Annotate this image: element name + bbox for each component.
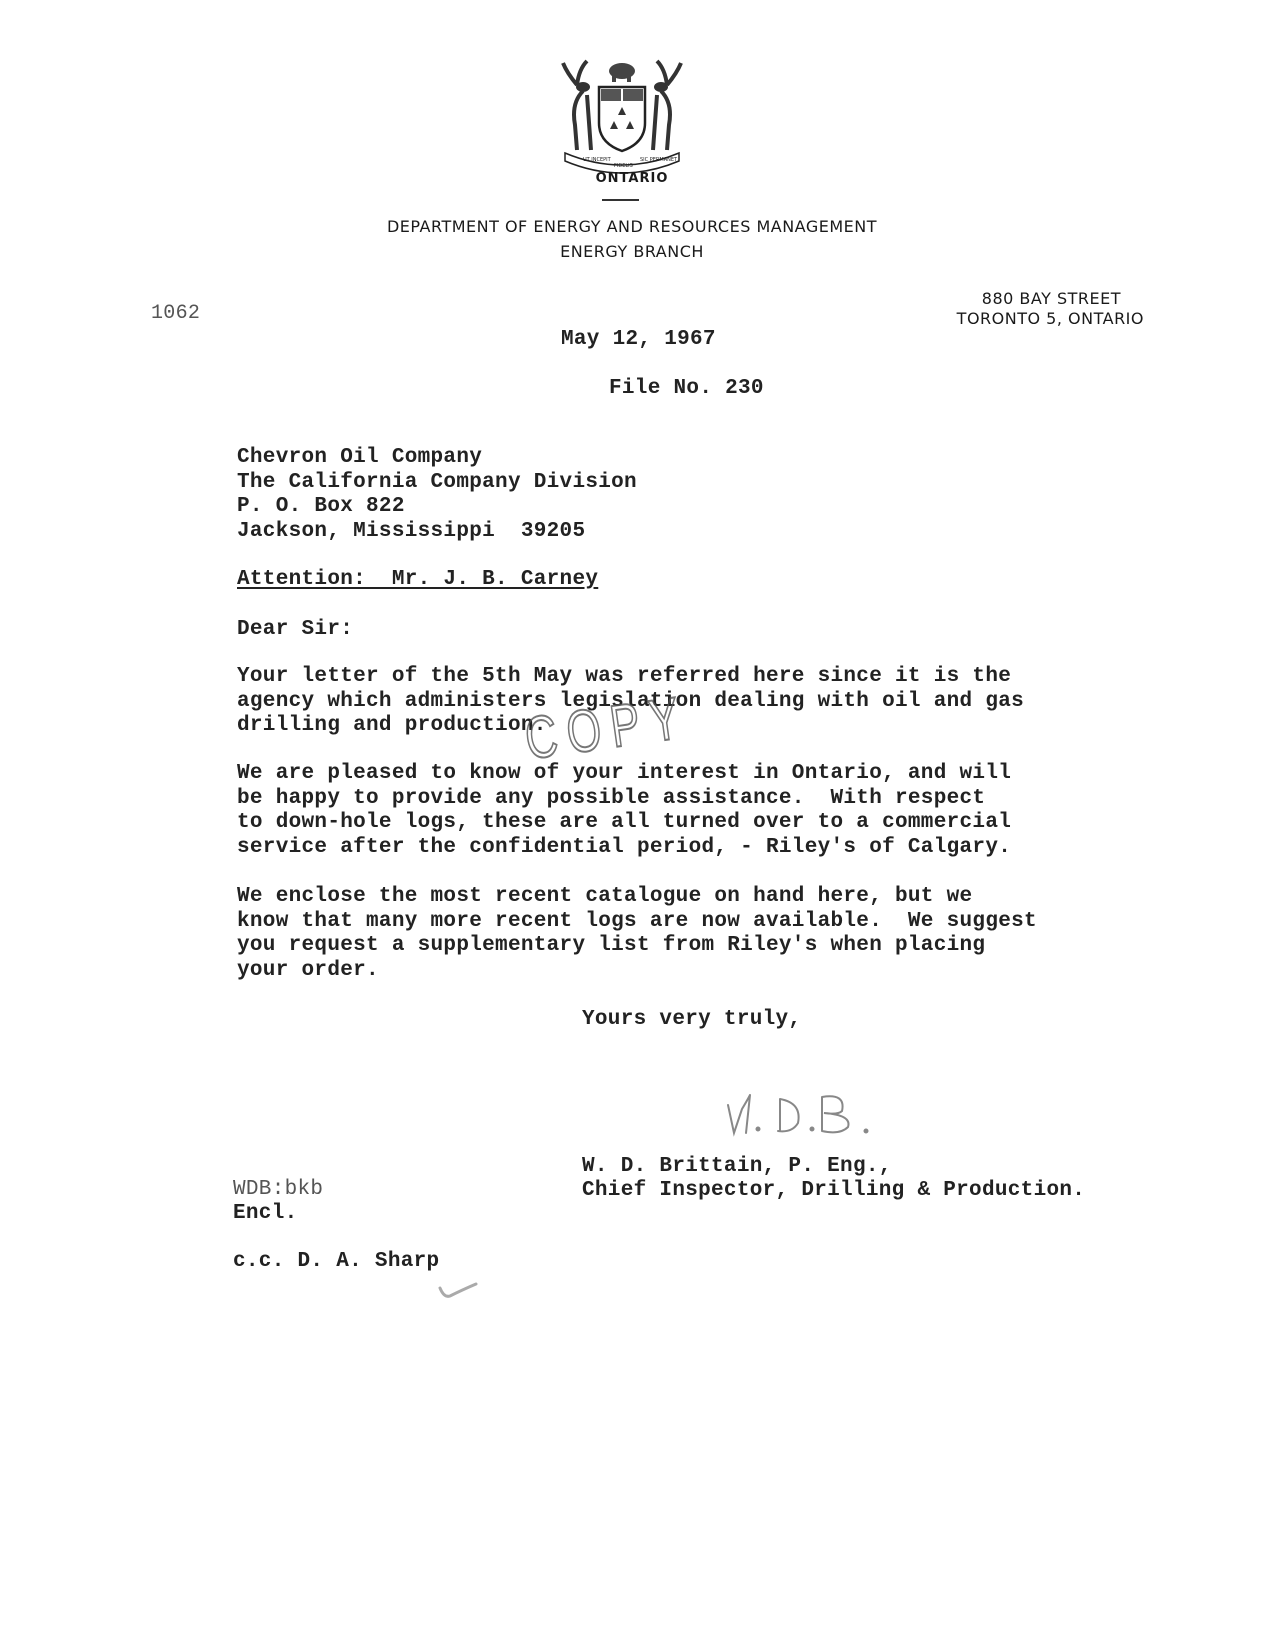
- paragraph-line: be happy to provide any possible assistance. With respect: [237, 786, 986, 810]
- paragraph-line: Your letter of the 5th May was referred here since it is the: [237, 665, 1012, 688]
- recipient-line: Jackson, Mississippi 39205: [237, 519, 586, 543]
- signer-title: Chief Inspector, Drilling & Production.: [582, 1179, 1086, 1202]
- paragraph-line: service after the confidential period, - Riley's of Calgary.: [237, 835, 1012, 859]
- crest-divider: [602, 199, 639, 201]
- svg-text:SIC PERMANET: SIC PERMANET: [640, 157, 678, 163]
- paragraph-line: We enclose the most recent catalogue on hand here, but we: [237, 885, 973, 908]
- signer-name: W. D. Brittain, P. Eng.,: [582, 1155, 892, 1178]
- ontario-crest-icon: [557, 55, 687, 175]
- body-paragraph-3: [237, 885, 1037, 983]
- address-line-2: TORONTO 5, ONTARIO: [956, 309, 1144, 328]
- recipient-address: [237, 446, 1037, 544]
- page-number: 1062: [151, 302, 201, 325]
- paragraph-line: to down-hole logs, these are all turned over to a commercial: [237, 811, 1012, 834]
- svg-text:FIDELIS: FIDELIS: [614, 163, 633, 169]
- paragraph-line: drilling and production.: [237, 714, 547, 737]
- paragraph-line: We are pleased to know of your interest in Ontario, and will: [237, 762, 1012, 785]
- svg-text:UT INCEPIT: UT INCEPIT: [583, 157, 611, 163]
- paragraph-line: agency which administers legislation dealing with oil and gas: [237, 689, 1025, 713]
- enclosure-note: Encl.: [233, 1202, 298, 1225]
- closing: Yours very truly,: [582, 1008, 802, 1031]
- branch-name: ENERGY BRANCH: [560, 242, 704, 261]
- department-name: DEPARTMENT OF ENERGY AND RESOURCES MANAGEMENT: [386, 217, 877, 236]
- paragraph-line: you request a supplementary list from Riley's when placing: [237, 934, 986, 957]
- province-name: ONTARIO: [595, 171, 669, 186]
- reference-initials: WDB:bkb: [233, 1178, 324, 1201]
- signature-initials-icon: [720, 1085, 890, 1145]
- body-paragraph-2: [237, 762, 1037, 860]
- paragraph-line: your order.: [237, 958, 379, 982]
- file-number: File No. 230: [609, 377, 764, 400]
- recipient-line: Chevron Oil Company: [237, 446, 483, 469]
- salutation: Dear Sir:: [237, 618, 354, 641]
- letter-date: May 12, 1967: [561, 328, 716, 351]
- address-line-1: 880 BAY STREET: [981, 289, 1121, 308]
- recipient-line: The California Company Division: [237, 470, 637, 494]
- recipient-line: P. O. Box 822: [237, 495, 405, 518]
- attention-line: Attention: Mr. J. B. Carney: [237, 568, 599, 591]
- carbon-copy: c.c. D. A. Sharp: [233, 1250, 440, 1273]
- check-mark-icon: [438, 1280, 478, 1302]
- copy-stamp: COPY: [521, 684, 694, 773]
- paragraph-line: know that many more recent logs are now available. We suggest: [237, 909, 1037, 933]
